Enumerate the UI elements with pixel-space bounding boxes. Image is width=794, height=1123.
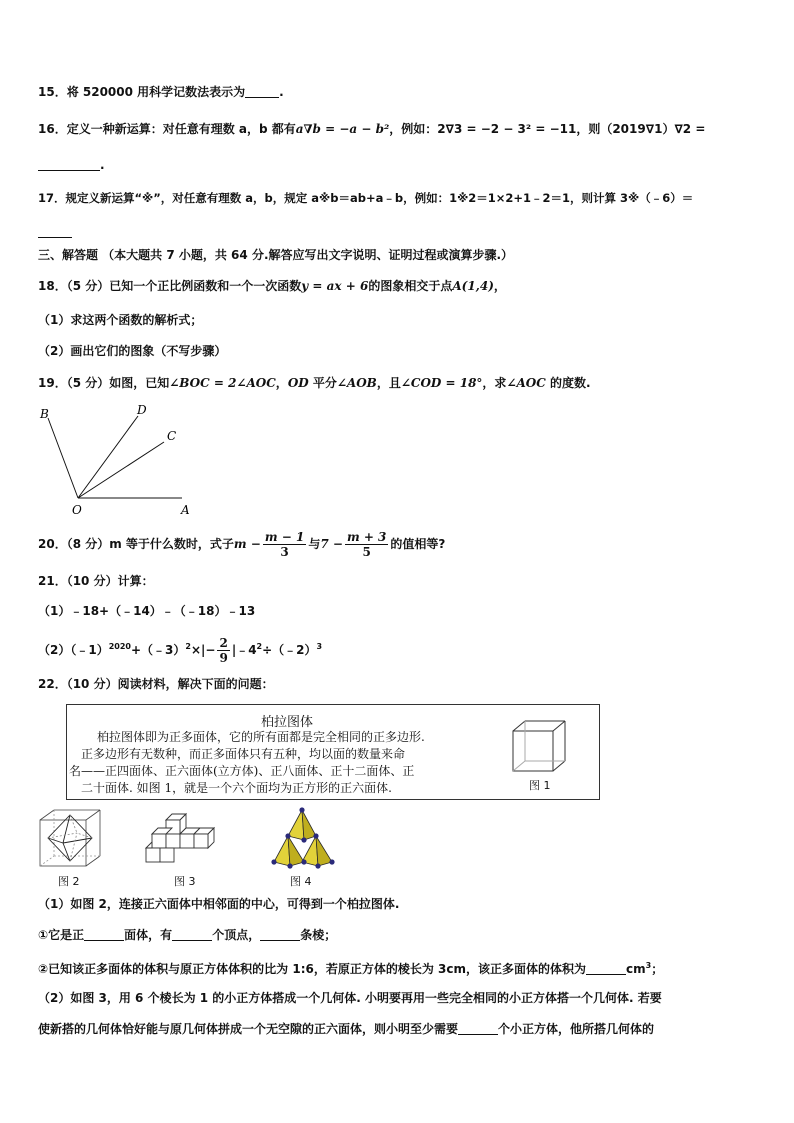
q15-text: 15．将 520000 用科学记数法表示为	[38, 85, 246, 99]
q16-end: .	[100, 158, 105, 172]
cube-face	[152, 834, 166, 848]
cube-edge	[86, 856, 100, 866]
q21-p2-a: （2）（﹣1）	[38, 643, 109, 657]
q22-cubes-blank[interactable]	[458, 1022, 498, 1035]
q22-s1: （1）如图 2，连接正六面体中相邻面的中心，可得到一个柏拉图体.	[38, 897, 400, 911]
octahedron-hidden-edge	[70, 815, 77, 833]
q20-prefix: 20．（8 分）m 等于什么数时，式子	[38, 537, 234, 551]
question-16	[38, 121, 705, 137]
q20-f1-den: 3	[280, 545, 289, 559]
q22-s1b-unit: cm	[625, 962, 646, 976]
q22-s1b	[38, 958, 663, 977]
q19-t4: ，且	[376, 376, 401, 390]
q20-f2-den: 5	[362, 545, 371, 559]
ray-od	[78, 416, 138, 498]
label-c: C	[167, 429, 177, 443]
cube-front	[513, 731, 553, 771]
q19-angle-figure	[36, 398, 196, 518]
vertex-node	[313, 833, 318, 838]
question-19	[38, 375, 591, 391]
q16-formula: a∇b = −a − b²	[295, 122, 390, 136]
reading-material-box	[66, 704, 600, 800]
q21-p2-c: ×|−	[190, 643, 216, 657]
q21-p2-exp3: 2	[256, 642, 263, 651]
cube-edge	[40, 810, 54, 820]
q22-s1a-text1: ①它是正	[38, 928, 85, 942]
figure-4-tetrahedra	[264, 806, 340, 870]
cube-edge	[553, 761, 565, 771]
q19-od: OD	[287, 376, 309, 390]
figure-3-cube-assembly	[140, 810, 224, 870]
q20-end: 的值相等?	[390, 537, 446, 551]
vertex-node	[329, 859, 334, 864]
q15-answer-blank[interactable]	[245, 85, 279, 98]
vertex-node	[287, 863, 292, 868]
q20-f2-num: m + 3	[346, 530, 387, 544]
q22-volume-blank[interactable]	[586, 962, 626, 975]
cube-edge	[513, 721, 525, 731]
cube-top	[146, 842, 152, 848]
q20-expr1: m −	[233, 537, 261, 551]
cube-face	[180, 834, 194, 848]
q16-ask: ，则（2019∇1）∇2 =	[576, 122, 706, 136]
vertex-node	[285, 833, 290, 838]
octahedron-edge	[63, 843, 70, 861]
q18-part-1: （1）求这两个函数的解析式；	[38, 313, 203, 327]
q18-end: ，	[493, 279, 506, 293]
q21-part-2	[38, 632, 322, 665]
figure-2-caption: 图 2	[58, 875, 80, 888]
figure-1-caption: 图 1	[529, 779, 551, 792]
question-15	[38, 84, 284, 100]
q21-p2-d: |﹣4	[231, 643, 257, 657]
label-a: A	[181, 503, 190, 517]
q16-example: 2∇3 = −2 − 3² = −11	[437, 122, 577, 136]
q18-mid: 的图象相交于点	[368, 279, 453, 293]
q22-s1b-end: ；	[651, 962, 664, 976]
q22-s1a	[38, 927, 336, 943]
q19-t2: ，	[275, 376, 288, 390]
box-line-3: 名——正四面体、正六面体(立方体)、正八面体、正十二面体、正	[69, 764, 415, 778]
section-3-text: 三、解答题 （本大题共 7 小题，共 64 分.解答应写出文字说明、证明过程或演算步骤.）	[38, 248, 514, 262]
q22-s2-line1: （2）如图 3，用 6 个棱长为 1 的小正方体搭成一个几何体. 小明要再用一些完全相同的小正方体搭一个几何体. 若要	[38, 991, 662, 1005]
q21-f-den: 9	[219, 651, 228, 665]
cube-hidden-edge	[513, 761, 525, 771]
vertex-node	[315, 863, 320, 868]
q21-p2-e: ÷（﹣2）	[262, 643, 317, 657]
q22-faces-blank[interactable]	[84, 928, 124, 941]
label-d: D	[137, 403, 147, 417]
cube-face	[160, 848, 174, 862]
q21-part-1: （1）﹣18+（﹣14）﹣（﹣18）﹣13	[38, 604, 256, 618]
question-18	[38, 278, 506, 294]
q21-p2-exp1: 2020	[108, 642, 131, 651]
q17-text: 17．规定义新运算“※”，对任意有理数 a，b，规定 a※b＝ab+a﹣b，例如：1※2＝1×2+1﹣2＝1，则计算 3※（﹣6）＝	[38, 191, 694, 205]
q19-prefix: 19．（5 分）如图，已知	[38, 376, 170, 390]
box-line-2: 正多边形有无数种，而正多面体只有五种，均以面的数量来命	[81, 747, 406, 761]
question-17-answer-line	[38, 224, 72, 240]
cube-hidden-edge	[40, 856, 54, 866]
q22-edges-blank[interactable]	[260, 928, 300, 941]
vertex-node	[299, 807, 304, 812]
label-o: O	[72, 503, 82, 517]
q22-s2-text1: 使新搭的几何体恰好能与原几何体拼成一个无空隙的正六面体，则小明至少需要	[38, 1022, 459, 1036]
q22-vertices-blank[interactable]	[172, 928, 212, 941]
figure-2-octahedron-in-cube	[36, 808, 106, 870]
cube-face	[194, 834, 208, 848]
q19-cond3: ∠COD = 18°	[400, 376, 483, 390]
q22-s1b-text1: ②已知该正多面体的体积与原正方体体积的比为 1:6，若原正方体的棱长为 3cm，该正多面体的体积为	[38, 962, 586, 976]
question-16-answer-line	[38, 157, 105, 173]
q21-p2-exp4: 3	[316, 642, 323, 651]
q18-formula: y = ax + 6	[301, 279, 369, 293]
q22-s2-line2	[38, 1021, 654, 1037]
q19-t5: ，求	[482, 376, 507, 390]
q18-part-2: （2）画出它们的图象（不写步骤）	[38, 344, 227, 358]
q21-p2-b: +（﹣3）	[130, 643, 186, 657]
q21-fraction	[217, 636, 229, 665]
question-17	[38, 190, 693, 206]
question-20	[38, 528, 445, 560]
cube-face	[166, 834, 180, 848]
q20-f1-num: m − 1	[264, 530, 305, 544]
box-title: 柏拉图体	[260, 715, 313, 730]
ray-oc	[78, 442, 164, 498]
q21-heading: 21．（10 分）计算：	[38, 574, 154, 588]
q19-t3: 平分	[308, 376, 337, 390]
q22-s1a-text4: 条棱；	[300, 928, 337, 942]
q20-fraction-1	[263, 530, 306, 559]
vertex-node	[301, 859, 306, 864]
cube-face	[146, 848, 160, 862]
q22-s1a-text3: 个顶点，	[212, 928, 261, 942]
q20-mid: 与	[308, 537, 321, 551]
q19-cond1: ∠BOC = 2∠AOC	[169, 376, 276, 390]
q19-t6: 的度数.	[545, 376, 591, 390]
cube-edge	[553, 721, 565, 731]
label-b: B	[40, 407, 49, 421]
vertex-node	[301, 837, 306, 842]
vertex-node	[271, 859, 276, 864]
ray-ob	[48, 418, 78, 498]
octahedron-outline	[48, 815, 92, 861]
cube-edge	[86, 810, 100, 820]
q16-prefix: 16．定义一种新运算：对任意有理数 a，b 都有	[38, 122, 296, 136]
q16-answer-blank[interactable]	[38, 158, 100, 171]
box-line-4: 二十面体. 如图 1，就是一个六个面均为正方形的正六面体.	[81, 781, 392, 795]
q16-mid: ，例如：	[389, 122, 438, 136]
q22-s2-text2: 个小正方体，他所搭几何体的	[498, 1022, 655, 1036]
q22-heading: 22．（10 分）阅读材料，解决下面的问题：	[38, 677, 274, 691]
q21-f-num: 2	[219, 636, 228, 650]
q20-fraction-2	[345, 530, 388, 559]
box-line-1: 柏拉图体即为正多面体，它的所有面都是完全相同的正多边形.	[97, 730, 425, 744]
q15-end: .	[279, 85, 284, 99]
section-3-heading	[38, 247, 513, 263]
figure-1-cube	[507, 717, 577, 777]
q18-point: A(1,4)	[452, 279, 494, 293]
q19-target: ∠AOC	[506, 376, 546, 390]
q21-p2-exp2: 2	[185, 642, 191, 651]
figure-3-caption: 图 3	[174, 875, 196, 888]
q17-answer-blank[interactable]	[38, 225, 72, 238]
q20-expr2: 7 −	[320, 537, 343, 551]
q22-s1b-exp: 3	[645, 961, 652, 970]
figure-4-caption: 图 4	[290, 875, 312, 888]
q22-s1a-text2: 面体，有	[124, 928, 173, 942]
q18-prefix: 18．（5 分）已知一个正比例函数和一个一次函数	[38, 279, 302, 293]
q19-cond2: ∠AOB	[336, 376, 377, 390]
